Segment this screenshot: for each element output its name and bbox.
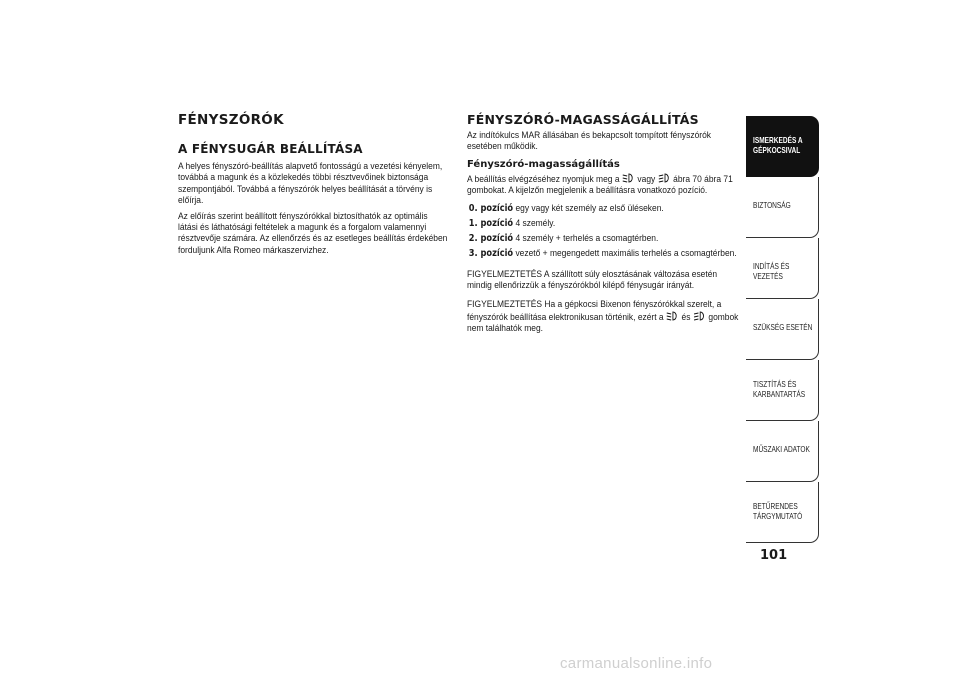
tab-label: MŰSZAKI ADATOK <box>753 445 810 454</box>
tab-targymutato[interactable] <box>746 482 819 543</box>
page-number: 101 <box>760 548 788 563</box>
position-text: 4 személy + terhelés a csomagtérben. <box>515 232 659 244</box>
position-label: 1. pozíció <box>468 217 514 229</box>
right-column <box>467 112 742 339</box>
list-item <box>467 201 709 216</box>
headlamp-up-icon <box>658 173 671 183</box>
tab-label: TISZTÍTÁS ÉS KARBANTARTÁS <box>753 380 806 399</box>
tab-biztonsag[interactable] <box>746 177 819 238</box>
section-title: FÉNYSZÓRÓK <box>178 112 284 128</box>
tab-label: BIZTONSÁG <box>753 201 791 210</box>
position-list <box>467 201 742 261</box>
section-subtitle: A FÉNYSUGÁR BEÁLLÍTÁSA <box>178 142 363 156</box>
text-fragment: vagy <box>637 173 656 185</box>
list-item <box>467 231 709 246</box>
text-fragment: FIGYELMEZTETÉS Ha a gépkocsi Bixenon fényszórókkal szerelt, a fényszórók beállítása elektronikusan történik, ezért a <box>467 299 722 323</box>
headlamp-up-icon <box>693 311 706 321</box>
text-fragment: A beállítás elvégzéséhez nyomjuk meg a <box>467 173 620 185</box>
paragraph <box>467 173 743 197</box>
tab-muszaki[interactable] <box>746 421 819 482</box>
tab-label: SZÜKSÉG ESETÉN <box>753 323 813 332</box>
paragraph: Az indítókulcs MAR állásában és bekapcsolt tompított fényszórók esetében működik. <box>467 130 712 153</box>
tab-label: BETŰRENDES TÁRGYMUTATÓ <box>753 502 803 521</box>
tab-szukseg[interactable] <box>746 299 819 360</box>
list-item <box>467 216 709 231</box>
position-label: 0. pozíció <box>468 202 514 214</box>
tab-ismerkedes[interactable] <box>746 116 819 177</box>
paragraph: Az előírás szerint beállított fényszórókkal biztosíthatók az optimális látási és láthatósági feltételek a magunk és a forgalom valamennyi résztvevője számára. Az ellenőrzés és az esetleges beállítás érdekében forduljunk Alfa Romeo márkaszervizhez. <box>178 210 448 256</box>
watermark: carmanualsonline.info <box>560 655 713 672</box>
left-column <box>178 112 448 260</box>
tab-label: INDÍTÁS ÉS VEZETÉS <box>753 262 790 281</box>
headlamp-down-icon <box>622 173 635 183</box>
tab-tisztitas[interactable] <box>746 360 819 421</box>
text-fragment: és <box>681 311 691 323</box>
subheading: Fényszóró-magasságállítás <box>467 158 620 170</box>
text-fragment: ábra 70 ábra 71 gombokat. A kijelzőn megjelenik a beállításra vonatkozó pozíció. <box>467 173 733 197</box>
tab-label: ISMERKEDÉS A GÉPKOCSIVAL <box>753 136 803 155</box>
text-fragment: gombok nem találhatók meg. <box>467 311 739 335</box>
position-text: egy vagy két személy az első üléseken. <box>515 202 664 214</box>
position-label: 2. pozíció <box>468 232 514 244</box>
warning-paragraph <box>467 299 743 334</box>
section-title: FÉNYSZÓRÓ-MAGASSÁGÁLLÍTÁS <box>467 112 699 127</box>
paragraph: A helyes fényszóró-beállítás alapvető fontosságú a vezetési kényelem, továbbá a magunk és a közlekedés többi résztvevőinek biztonsága szempontjából. Továbbá a fényszórók helyes beállítását a törvény is előírja. <box>178 161 443 207</box>
position-label: 3. pozíció <box>468 247 514 259</box>
tab-inditas[interactable] <box>746 238 819 299</box>
warning-paragraph: FIGYELMEZTETÉS A szállított súly elosztásának változása esetén mindig ellenőrizzük a fényszórókból kilépő fénysugár irányát. <box>467 268 718 292</box>
headlamp-down-icon <box>666 311 679 321</box>
position-text: 4 személy. <box>515 217 556 229</box>
list-item <box>467 246 737 261</box>
chapter-sidebar <box>746 116 819 543</box>
position-text: vezető + megengedett maximális terhelés a csomagtérben. <box>515 247 737 259</box>
